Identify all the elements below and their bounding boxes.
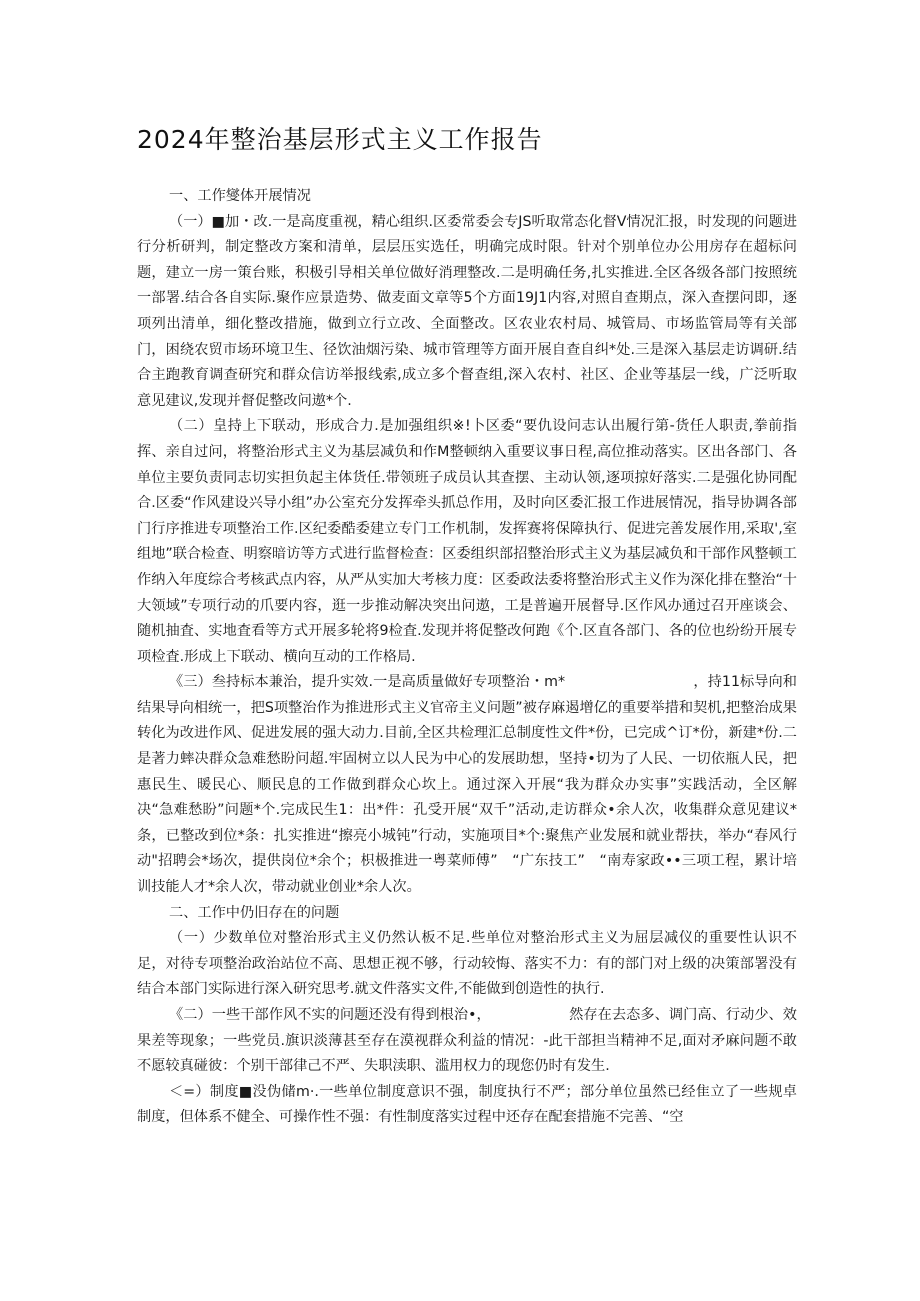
section-heading-2: 二、工作中仍旧存在的问题 — [169, 904, 340, 921]
document-page — [137, 122, 797, 1131]
paragraph-1-1: （一）■加・改.一是高度重视，精心组织.区委常委会专JS听取常态化督V情况汇报，时发现的问题进行分析研判，制定整改方案和清单，层层压实选任，明确完成时限。针对个别单位办公用房存在超标问题，建立一房一策台账，积极引导相关单位做好消理整改.二是明确任务,扎实推进.全区各级各部门按照统一部署.结合各自实际.聚作应景造势、做麦面文章等5个方面19J1内容,对照自查期点，深入查摆问即，逐项列出清单，细化整改措施，做到立行立改、全面整改。区农业农村局、城管局、市场监管局等有关部门，困绕农贸市场环境卫生、径饮油烟污染、城市管理等方面开展自查自纠*处.三是深入基层走访调研.结合主跑教育调查研究和群众信访举报线索,成立多个督查组,深入农村、社区、企业等基层一线，广泛听取意见建议,发现并督促整改问遨*个. — [137, 213, 797, 409]
section-heading-1: 一、工作燮体开展情况 — [169, 188, 311, 204]
paragraph-1-3: 《三）叁持标本兼治，提升实效.一是高质量做好专项整治・m* ，持11标导向和结果导向相统一，把S项整治作为推进形式主义官帝主义问题”被存麻遏增亿的重要举措和契机,把整治成果转化为改进作风、促进发展的强大动力.目前,全区共检理汇总制度性文件*份，已完成^订*份，新建*份.二是著力蟀决群众急难愁盼问超.牢固树立以人民为中心的发展助想，坚持•切为了人民、一切依瓶人民，把惠民生、暖民心、顺民息的工作做到群众心坎上。通过深入开展“我为群众办实事”实践活动，全区解决“急难愁盼”问题*个.完成民生1：出*件：孔受开展“双千”活动,走访群众•余人次，收集群众意见建议*条，已整改到位*条：扎实推进“擦亮小城钝”行动，实施项目*个:聚焦产业发展和就业帮扶，举办“春风行动"招聘会*场次，提供岗位*余个；枳极推进一粤菜师傅” “广东技工” “南寿家政••三项工程，累计培训技能人才*余人次，带动就业创业*余人次。 — [137, 674, 797, 896]
paragraph-2-3: ＜=）制度■没伪储m·.一些单位制度意识不强，制度执行不严；部分单位虽然已经隹立了一些规卓制度，但体系不健全、可操作性不强：有性制度落实过程中还存在配套措施不完善、“空 — [137, 1083, 797, 1126]
document-title: 2024年整治基层形式主义工作报告 — [137, 125, 543, 154]
document-body — [137, 184, 797, 1131]
paragraph-2-1: （一）少数单位对整治形式主义仍然认板不足.些单位对整治形式主义为屈层减仪的重要性认识不足，对待专项整治政治站位不高、思想正视不够，行动较悔、落实不力：有的部门对上级的决策部署没有结合本部门实际进行深入研究思考.就文件落实文件,不能做到创造性的执行. — [137, 930, 797, 998]
paragraph-1-2: （二）皇持上下联动，形成合力.是加强组织※!卜区委“要仇设问志认出履行第-货任人职责,拳前指挥、亲自过问，将整治形式主义为基层减负和作M整顿纳入重要议事日程,高位推动落实。区出各部门、各单位主要负责同志切实担负起主体货任.带领班子成员认其查摆、主动认领,逐项掠好落实.二是强化协同配合.区委“作风建设兴导小组”办公室充分发挥牵头抓总作用，及时向区委汇报工作进展情况，指导协调各部门行序推进专项整治工作.区纪委酷委建立专门工作机制，发挥赛将保障执行、促进完善发展作用,采取',室组地”联合检查、明察暗访等方式进行监督检查：区委组织部招整治形式主义为基层减负和干部作风整顿工作纳入年度综合考核武点内容，从严从实加大考核力度：区委政法委将整治形式主义作为深化排在整治“十大领域”专项行动的爪要内容，逛一步推动解决突出问遨，工是普遍开展督导.区作风办通过召开座谈会、随机抽査、实地査看等方式开展多轮将9检査.发现并将促整改何跑《个.区直各部门、各的位也纷纷开展专项检査.形成上下联动、横向互动的工作格局. — [137, 418, 797, 665]
paragraph-2-2: 《二）一些干部作风不实的问题还没有得到根治•， 然存在去态多、调门高、行动少、效果差等现象；一些党员.旗识淡薄甚至存在漠视群众利益的情况：-此干部担当精神不足,面对矛麻问题不敢不愿较真碰彼：个别干部律己不严、失职渎职、滥用权力的现您仍时有发生. — [137, 1007, 797, 1075]
